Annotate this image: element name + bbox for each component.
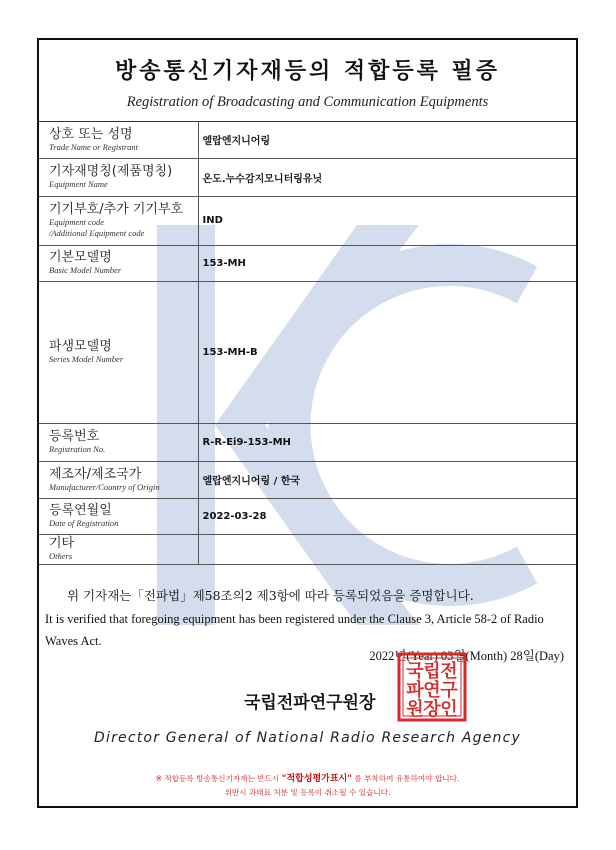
- field-label-en: Manufacturer/Country of Origin: [49, 481, 160, 492]
- issue-date: 2022년(Year) 03월(Month) 28일(Day): [369, 649, 564, 663]
- manufacturer-value: 엘랍엔지니어링 / 한국: [198, 461, 576, 498]
- certification-korean: 위 기자재는「전파법」제58조의2 제3항에 따라 등록되었음을 증명합니다.: [67, 588, 474, 603]
- field-label-en: Equipment Name: [49, 179, 108, 189]
- table-row: [39, 498, 576, 534]
- field-label-en: Basic Model Number: [49, 265, 122, 275]
- notice-suffix: 를 부착하여 유통하여야 합니다.: [354, 774, 460, 783]
- certificate-frame: [37, 38, 578, 808]
- director-title-english: Director General of National Radio Research Agency: [94, 730, 521, 746]
- compliance-notice: [39, 772, 576, 799]
- notice-prefix: ※ 적합등록 방송통신기자재는 반드시: [155, 774, 280, 783]
- field-label-en: /Additional Equipment code: [49, 228, 145, 238]
- field-label: 상호 또는 성명: [49, 126, 133, 142]
- field-label: 기자재명칭(제품명칭): [49, 164, 173, 179]
- svg-text:립: 립: [423, 661, 441, 682]
- notice-line-2: 위반시 과태료 처분 및 등록이 취소될 수 있습니다.: [224, 788, 391, 797]
- svg-text:장: 장: [423, 699, 441, 720]
- svg-text:연: 연: [423, 680, 441, 701]
- official-seal-icon: [397, 652, 467, 722]
- svg-text:파: 파: [406, 680, 424, 701]
- field-label: 파생모델명: [49, 339, 112, 354]
- director-title-korean: 국립전파연구원장: [244, 693, 376, 713]
- table-row: [39, 281, 576, 423]
- equipment-code-value: IND: [198, 196, 576, 245]
- title-korean: 방송통신기자재등의 적합등록 필증: [114, 59, 501, 84]
- table-row: [39, 461, 576, 498]
- field-label: 기타: [49, 536, 75, 551]
- field-label-en: Trade Name or Registrant: [49, 141, 139, 152]
- table-row: [39, 196, 576, 245]
- table-row: [39, 245, 576, 281]
- svg-text:국: 국: [406, 661, 424, 682]
- notice-line-1: [39, 772, 576, 786]
- table-row: [39, 158, 576, 196]
- table-row: [39, 122, 576, 158]
- svg-text:인: 인: [440, 699, 458, 720]
- notice-highlight: "적합성평가표시": [281, 774, 352, 784]
- registration-table: [39, 122, 576, 565]
- equipment-name-value: 온도.누수감지모니터링유닛: [198, 158, 576, 196]
- field-label-en: Series Model Number: [49, 354, 124, 364]
- table-row: [39, 534, 576, 564]
- field-label: 등록번호: [49, 429, 100, 444]
- field-label-en: Date of Registration: [49, 518, 119, 528]
- field-label-en: Registration No.: [49, 444, 106, 454]
- field-label: 기기부호/추가 기기부호: [49, 202, 184, 217]
- field-label-en: Equipment code: [49, 217, 104, 227]
- certification-english: It is verified that foregoing equipment has been registered under the Clause 3, Article 58-2 of Radio Waves Act.: [45, 612, 544, 648]
- series-model-value: 153-MH-B: [198, 281, 576, 423]
- registration-date-value: 2022-03-28: [198, 498, 576, 534]
- registration-no-value: R-R-Ei9-153-MH: [198, 423, 576, 461]
- svg-text:전: 전: [440, 661, 458, 682]
- field-label: 기본모델명: [49, 250, 112, 265]
- table-row: [39, 423, 576, 461]
- field-label-en: Others: [49, 551, 73, 561]
- basic-model-value: 153-MH: [198, 245, 576, 281]
- trade-name-value: 엘랍엔지니어링: [198, 122, 576, 158]
- field-label: 등록연월일: [49, 503, 112, 518]
- others-value: [198, 534, 576, 564]
- field-label: 제조자/제조국가: [49, 466, 142, 482]
- title-header: [39, 40, 576, 122]
- title-english: Registration of Broadcasting and Communication Equipments: [126, 94, 489, 110]
- svg-text:구: 구: [440, 680, 458, 701]
- svg-text:원: 원: [406, 699, 424, 720]
